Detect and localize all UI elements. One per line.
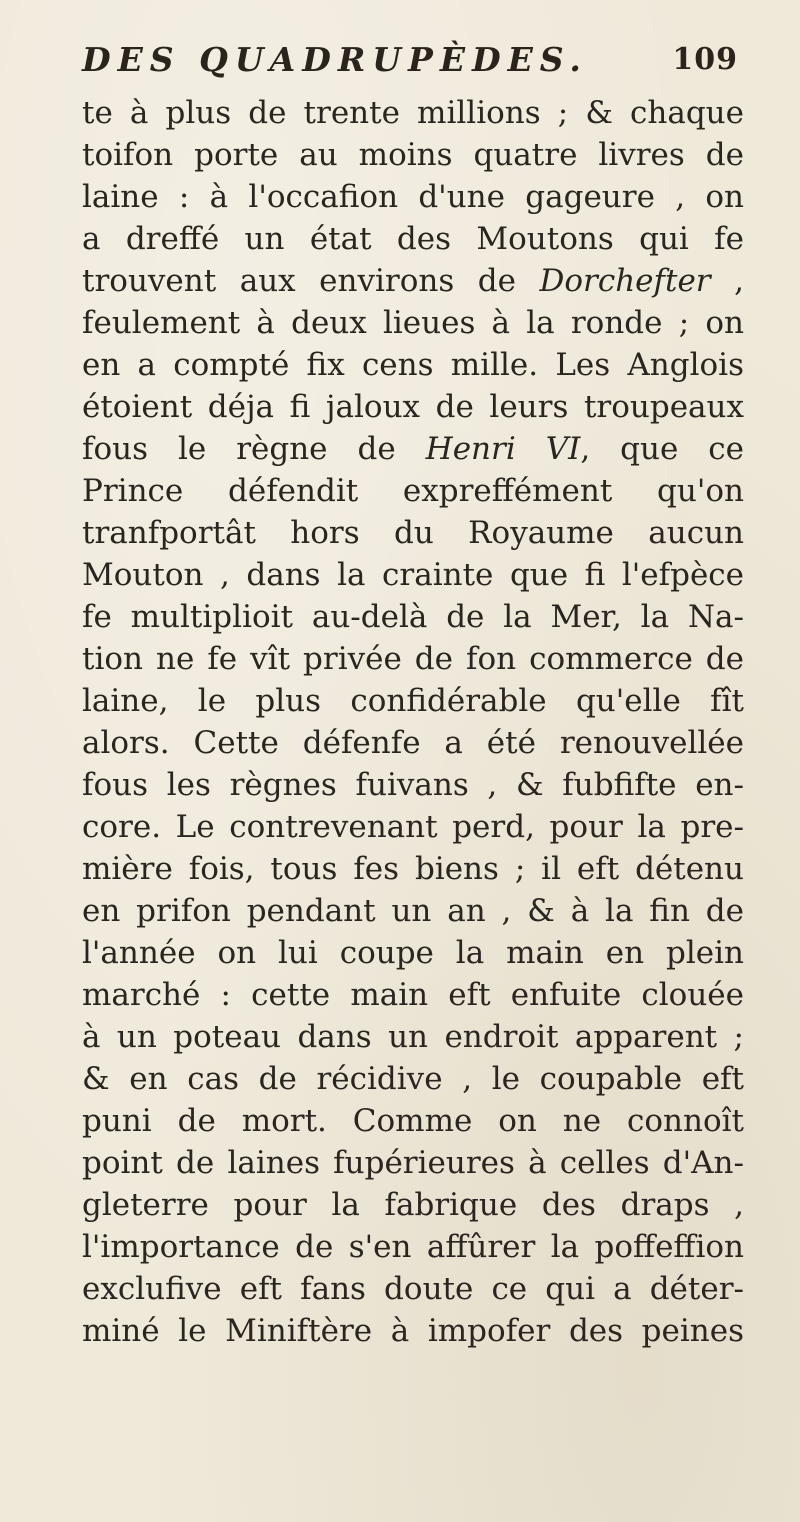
text-segment: , que ce xyxy=(580,431,744,467)
text-line: a dreffé un état des Moutons qui fe xyxy=(82,221,744,257)
text-line: Mouton , dans la crainte que fi l'efpèce xyxy=(82,557,744,593)
text-line: core. Le contrevenant perd, pour la pre- xyxy=(82,809,744,845)
text-line: l'année on lui coupe la main en plein xyxy=(82,935,744,971)
text-segment: trouvent aux environs de xyxy=(82,263,540,299)
text-line: fous les règnes fuivans , & fubfifte en- xyxy=(82,767,744,803)
text-line: marché : cette main eft enfuite clouée xyxy=(82,977,744,1013)
text-line: Prince défendit expreffément qu'on xyxy=(82,473,744,509)
text-line: laine, le plus confidérable qu'elle fît xyxy=(82,683,744,719)
text-line: en a compté fix cens mille. Les Anglois xyxy=(82,347,744,383)
text-line xyxy=(82,260,744,302)
body-text xyxy=(82,92,744,1352)
text-line: miné le Miniftère à impofer des peines xyxy=(82,1313,744,1349)
text-line: toifon porte au moins quatre livres de xyxy=(82,137,744,173)
name-henri-vi: Henri VI xyxy=(425,431,581,467)
text-line: fe multiplioit au-delà de la Mer, la Na- xyxy=(82,599,744,635)
page-number: 109 xyxy=(672,42,738,77)
text-line: alors. Cette défenfe a été renouvellée xyxy=(82,725,744,761)
text-segment: , xyxy=(710,263,744,299)
text-line: exclufive eft fans doute ce qui a déter- xyxy=(82,1271,744,1307)
text-segment: fous le règne de xyxy=(82,431,426,467)
running-title: DES QUADRUPÈDES. xyxy=(82,40,588,79)
text-line xyxy=(82,428,744,470)
text-line: mière fois, tous fes biens ; il eft détenu xyxy=(82,851,744,887)
text-line: puni de mort. Comme on ne connoît xyxy=(82,1103,744,1139)
text-line: te à plus de trente millions ; & chaque xyxy=(82,95,744,131)
text-line: à un poteau dans un endroit apparent ; xyxy=(82,1019,744,1055)
page-header xyxy=(82,40,742,90)
text-line: tion ne fe vît privée de fon commerce de xyxy=(82,641,744,677)
text-line: l'importance de s'en affûrer la poffeffion xyxy=(82,1229,744,1265)
text-line: en prifon pendant un an , & à la fin de xyxy=(82,893,744,929)
text-line: & en cas de récidive , le coupable eft xyxy=(82,1061,744,1097)
text-line: point de laines fupérieures à celles d'An- xyxy=(82,1145,744,1181)
text-line: gleterre pour la fabrique des draps , xyxy=(82,1187,744,1223)
place-name-dorchester: Dorchefter xyxy=(539,263,711,299)
text-line: tranfportât hors du Royaume aucun xyxy=(82,515,744,551)
text-line: étoient déja fi jaloux de leurs troupeaux xyxy=(82,389,744,425)
text-line: laine : à l'occafion d'une gageure , on xyxy=(82,179,744,215)
text-line: feulement à deux lieues à la ronde ; on xyxy=(82,305,744,341)
